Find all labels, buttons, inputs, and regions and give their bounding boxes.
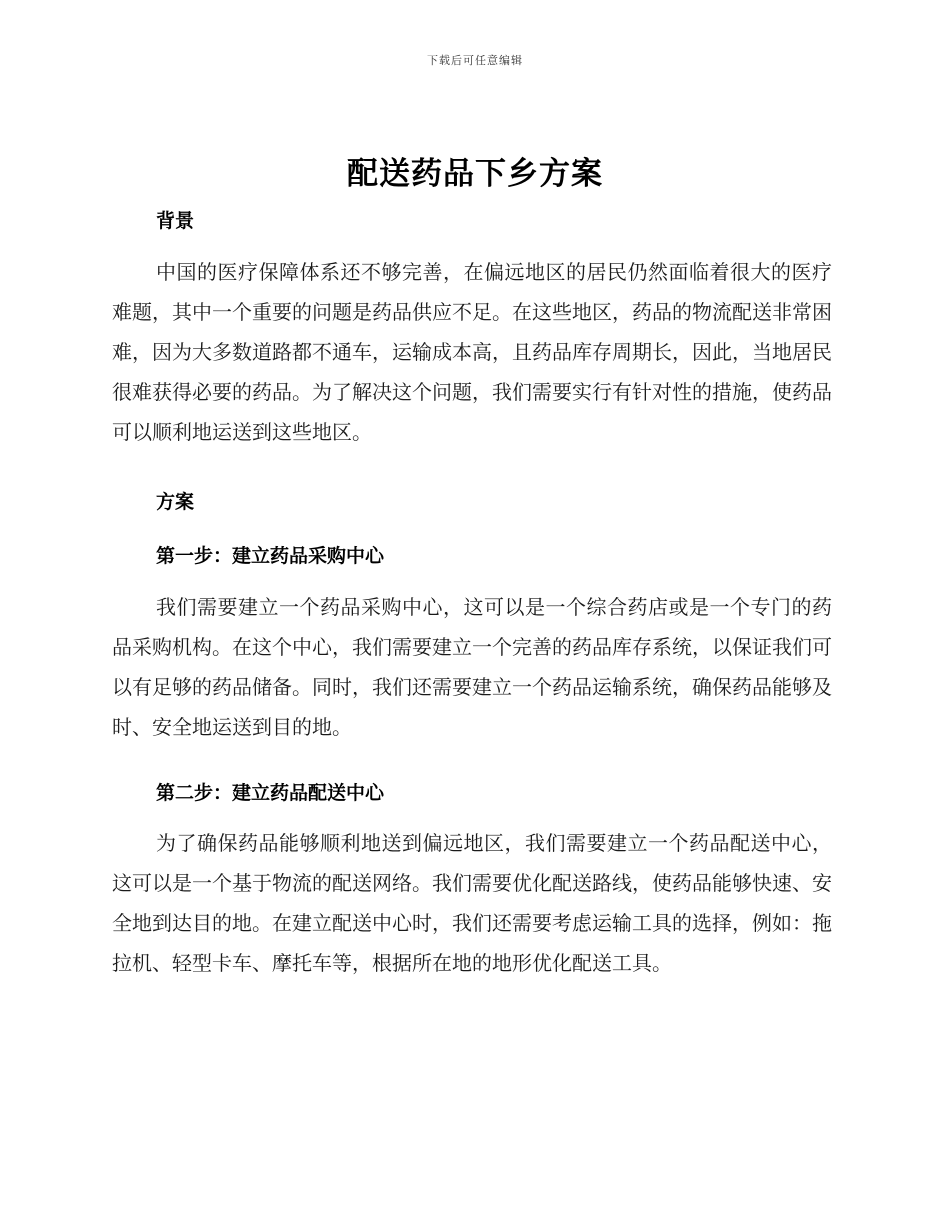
step-two-paragraph: 为了确保药品能够顺利地送到偏远地区，我们需要建立一个药品配送中心，这可以是一个基于物流的配送网络。我们需要优化配送路线，使药品能够快速、安全地到达目的地。在建立配送中心时，我们还需要考虑运输工具的选择，例如：拖拉机、轻型卡车、摩托车等，根据所在地的地形优化配送工具。 (112, 831, 832, 975)
section-heading-plan: 方案 (156, 491, 195, 513)
section-heading-step-one: 第一步：建立药品采购中心 (156, 545, 385, 567)
section-heading-background: 背景 (156, 210, 195, 232)
header-note: 下载后可任意编辑 (427, 54, 523, 67)
section-heading-step-two: 第二步：建立药品配送中心 (156, 782, 385, 804)
background-paragraph: 中国的医疗保障体系还不够完善，在偏远地区的居民仍然面临着很大的医疗难题，其中一个重要的问题是药品供应不足。在这些地区，药品的物流配送非常困难，因为大多数道路都不通车，运输成本高，且药品库存周期长，因此，当地居民很难获得必要的药品。为了解决这个问题，我们需要实行有针对性的措施，使药品可以顺利地运送到这些地区。 (112, 260, 832, 444)
step-one-paragraph: 我们需要建立一个药品采购中心，这可以是一个综合药店或是一个专门的药品采购机构。在这个中心，我们需要建立一个完善的药品库存系统，以保证我们可以有足够的药品储备。同时，我们还需要建立一个药品运输系统，确保药品能够及时、安全地运送到目的地。 (112, 595, 832, 739)
document-title: 配送药品下乡方案 (347, 156, 603, 192)
